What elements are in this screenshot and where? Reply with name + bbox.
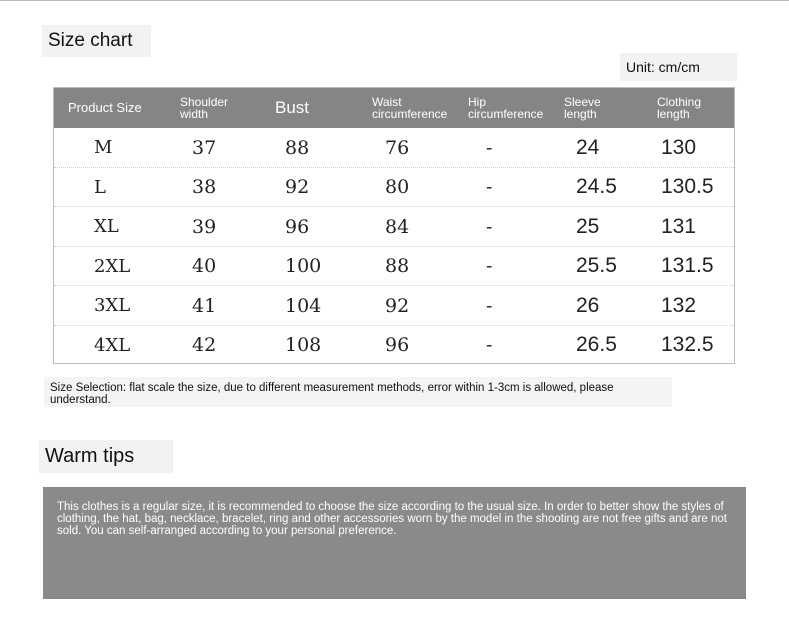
cell-hip: - [486, 136, 493, 159]
size-selection-note: Size Selection: flat scale the size, due to different measurement methods, error within 1-3cm is allowed, please understand. [44, 377, 672, 407]
cell-waist: 88 [385, 255, 410, 277]
size-table [53, 87, 735, 364]
table-row [54, 286, 734, 326]
cell-hip: - [486, 176, 493, 198]
cell-size: 2XL [94, 255, 131, 277]
warm-tips-panel: This clothes is a regular size, it is recommended to choose the size according to the usual size. In order to better show the styles of clothing, the hat, bag, necklace, bracelet, ring and other accessories worn by the model in the shooting are not free gifts and are not sold. You can self-arranged according to your personal preference. [43, 487, 746, 599]
cell-shoulder: 42 [192, 334, 217, 356]
cell-clothing-length: 132.5 [661, 333, 714, 356]
cell-bust: 100 [285, 255, 322, 277]
cell-waist: 80 [385, 176, 410, 198]
cell-clothing-length: 131 [661, 214, 697, 238]
cell-sleeve: 26.5 [576, 333, 617, 356]
warm-tips-title: Warm tips [39, 440, 173, 473]
header-hip: Hip circumference [468, 95, 544, 121]
cell-sleeve: 26 [576, 293, 600, 317]
header-shoulder-width: Shoulder width [180, 95, 229, 121]
cell-clothing-length: 130.5 [661, 175, 714, 198]
top-divider [0, 0, 789, 1]
cell-clothing-length: 131.5 [661, 254, 714, 277]
cell-shoulder: 41 [192, 294, 217, 317]
cell-clothing-length: 130 [661, 135, 697, 159]
cell-shoulder: 40 [192, 255, 217, 277]
cell-clothing-length: 132 [661, 293, 697, 317]
cell-hip: - [486, 334, 493, 356]
table-body [54, 128, 734, 365]
cell-waist: 76 [385, 136, 410, 159]
header-waist: Waist circumference [372, 95, 448, 121]
table-header [54, 88, 734, 128]
cell-bust: 88 [285, 136, 310, 159]
cell-bust: 96 [285, 215, 310, 238]
cell-size: 4XL [94, 334, 131, 356]
cell-sleeve: 24 [576, 135, 600, 159]
unit-label: Unit: cm/cm [620, 53, 737, 81]
table-row [54, 168, 734, 208]
cell-sleeve: 24.5 [576, 175, 617, 198]
cell-size: L [94, 176, 106, 198]
cell-hip: - [486, 294, 493, 317]
cell-size: 3XL [94, 295, 131, 316]
cell-bust: 104 [285, 294, 322, 317]
cell-shoulder: 38 [192, 176, 217, 198]
cell-sleeve: 25 [576, 214, 600, 238]
header-product-size: Product Size [68, 100, 142, 115]
cell-shoulder: 37 [192, 136, 217, 159]
cell-shoulder: 39 [192, 215, 217, 238]
table-row [54, 247, 734, 287]
cell-sleeve: 25.5 [576, 254, 617, 277]
table-row [54, 128, 734, 168]
table-row [54, 207, 734, 247]
cell-waist: 96 [385, 334, 410, 356]
cell-waist: 92 [385, 294, 410, 317]
size-chart-title: Size chart [42, 25, 151, 57]
cell-size: XL [94, 216, 119, 237]
cell-size: M [94, 137, 113, 158]
table-row [54, 326, 734, 366]
header-sleeve-length: Sleeve length [564, 95, 601, 121]
cell-bust: 92 [285, 176, 310, 198]
header-clothing-length: Clothing length [657, 95, 702, 121]
header-bust: Bust [275, 98, 310, 117]
cell-bust: 108 [285, 334, 322, 356]
cell-hip: - [486, 255, 493, 277]
cell-hip: - [486, 215, 493, 238]
cell-waist: 84 [385, 215, 410, 238]
